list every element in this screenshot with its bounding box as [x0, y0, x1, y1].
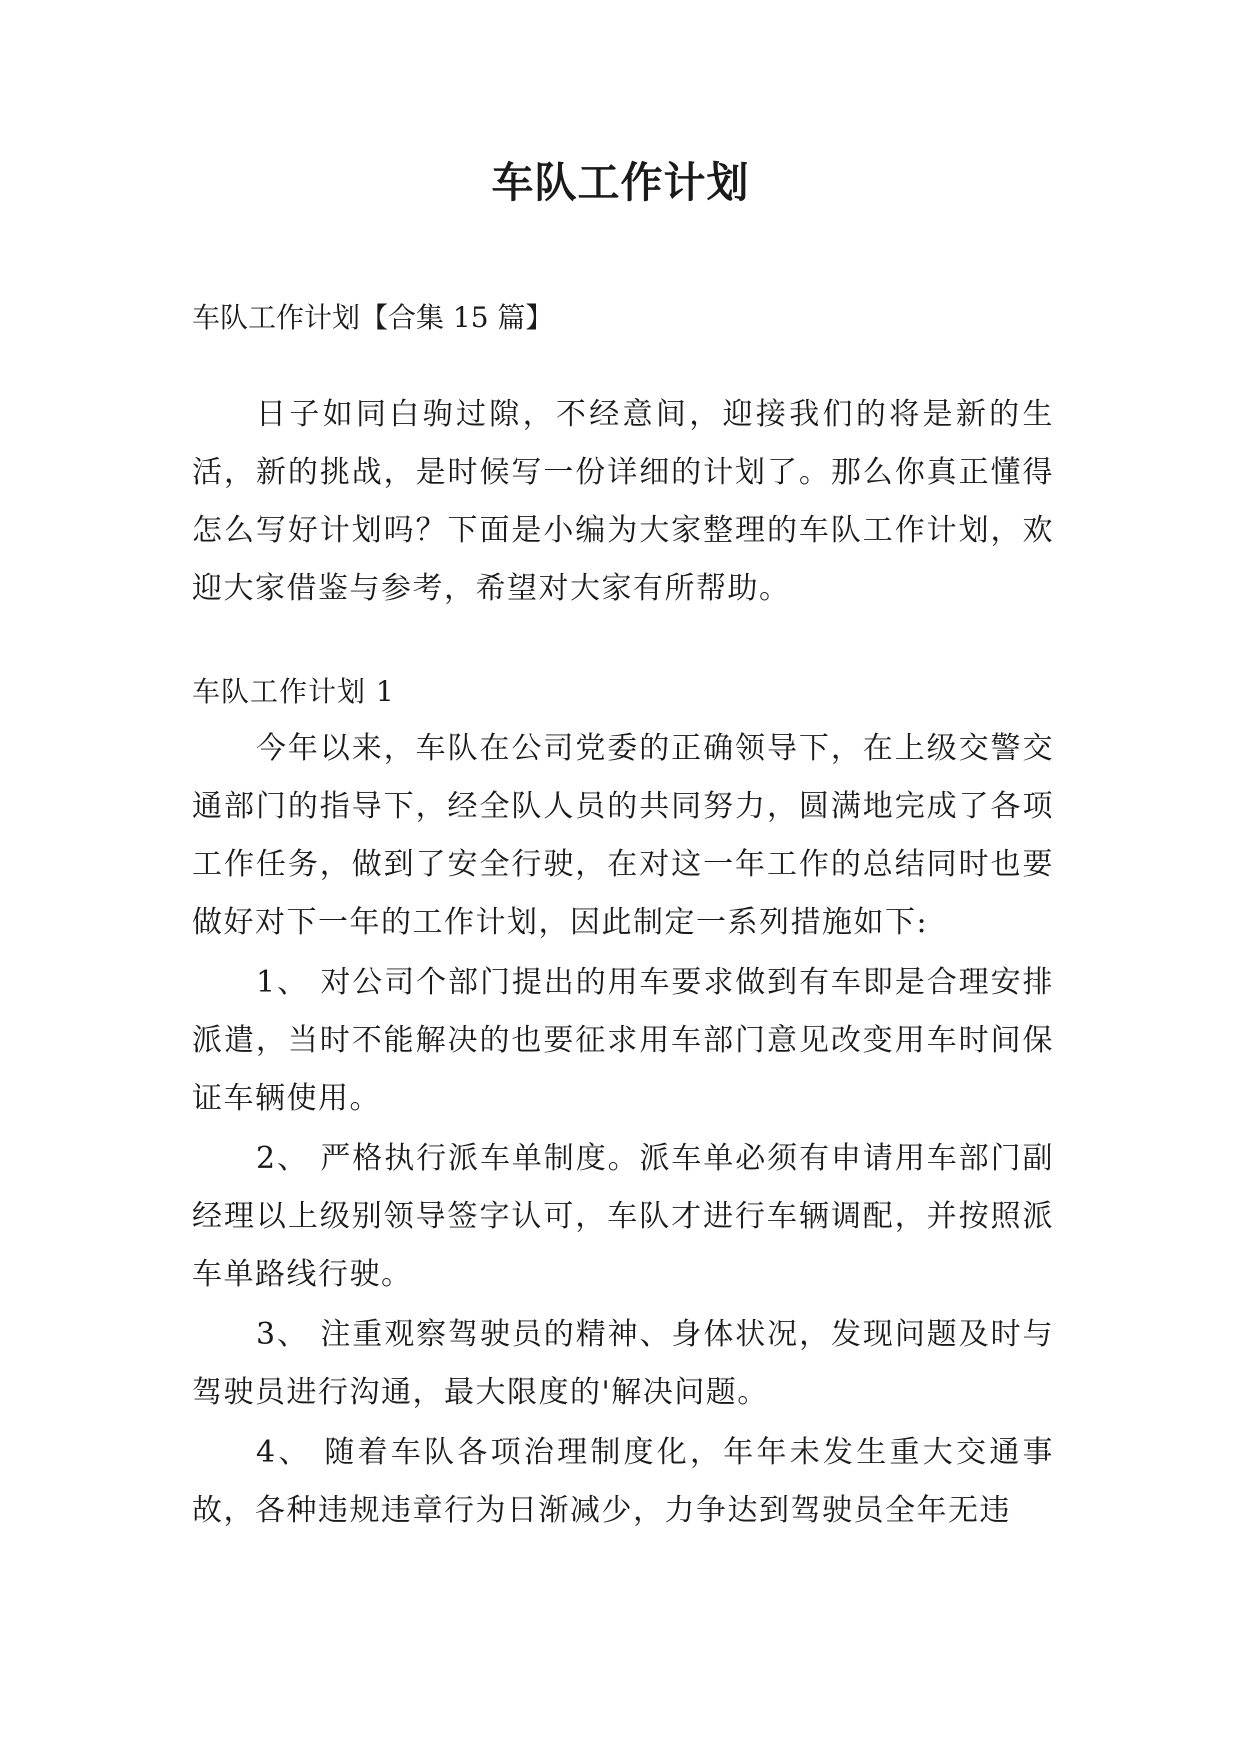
list-item: 1、 对公司个部门提出的用车要求做到有车即是合理安排派遣，当时不能解决的也要征求用车部门意见改变用车时间保证车辆使用。: [192, 965, 1054, 1116]
section-heading-1: 车队工作计划 1: [192, 675, 395, 708]
list-item: 2、 严格执行派车单制度。派车单必须有申请用车部门副经理以上级别领导签字认可，车队才进行车辆调配，并按照派车单路线行驶。: [192, 1141, 1054, 1292]
document-subtitle: 车队工作计划【合集 15 篇】: [192, 301, 554, 334]
intro-paragraph: 日子如同白驹过隙，不经意间，迎接我们的将是新的生活，新的挑战，是时候写一份详细的计划了。那么你真正懂得怎么写好计划吗？下面是小编为大家整理的车队工作计划，欢迎大家借鉴与参考，希望对大家有所帮助。: [192, 397, 1054, 606]
section-paragraph-1: 今年以来，车队在公司党委的正确领导下，在上级交警交通部门的指导下，经全队人员的共同努力，圆满地完成了各项工作任务，做到了安全行驶，在对这一年工作的总结同时也要做好对下一年的工作计划，因此制定一系列措施如下:: [192, 731, 1054, 940]
list-item: 4、 随着车队各项治理制度化，年年未发生重大交通事故，各种违规违章行为日渐减少，力争达到驾驶员全年无违: [192, 1435, 1054, 1528]
list-item: 3、 注重观察驾驶员的精神、身体状况，发现问题及时与驾驶员进行沟通，最大限度的'解决问题。: [192, 1317, 1054, 1410]
document-title: 车队工作计划: [491, 158, 750, 207]
document-body: [192, 290, 1054, 1540]
